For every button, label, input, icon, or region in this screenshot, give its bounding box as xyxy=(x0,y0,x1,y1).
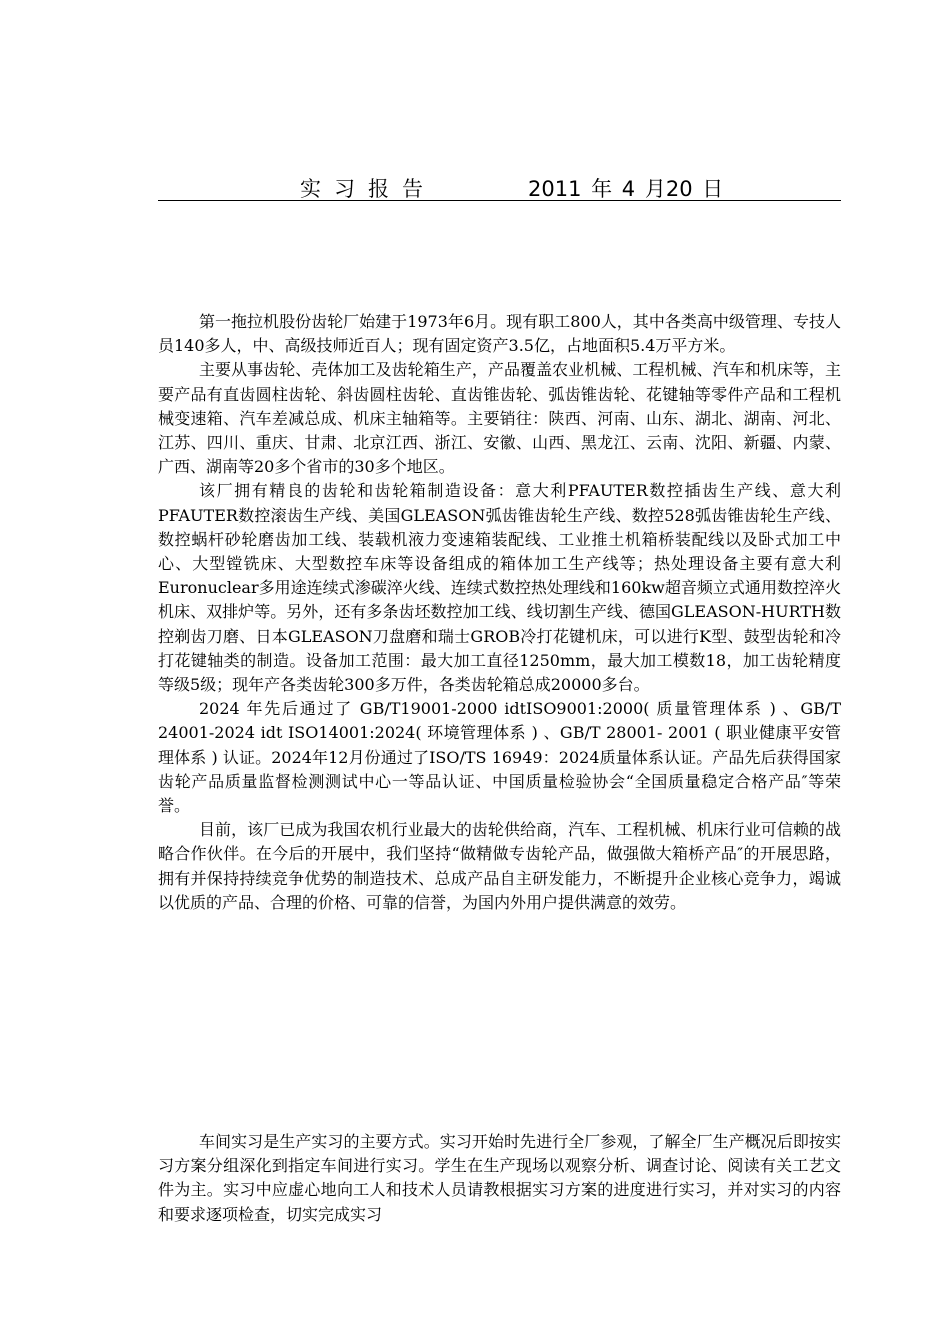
paragraph-certification: 2024 年先后通过了 GB/T19001-2000 idtISO9001:2000( 质量管理体系 ) 、GB/T 24001-2024 idt ISO14001:2024( 环境管理体系 ) 、GB/T 28001- 2001 ( 职业健康平安管理体系 ) 认证。2024年12月份通过了ISO/TS 16949：2024质量体系认证。产品先后获得国家齿轮产品质量监督检测测试中心一等品认证、中国质量检验协会“全国质量稳定合格产品″等荣誉。 xyxy=(158,699,841,816)
paragraph-workshop-practice: 车间实习是生产实习的主要方式。实习开始时先进行全厂参观，了解全厂生产概况后即按实习方案分组深化到指定车间进行实习。学生在生产现场以观察分析、调查讨论、阅读有关工艺文件为主。实习中应虚心地向工人和技术人员请教根据实习方案的进度进行实习，并对实习的内容和要求逐项检查，切实完成实习 xyxy=(158,1132,841,1224)
report-date: 2011 年 4 月20 日 xyxy=(528,177,724,201)
paragraph-equipment: 该厂拥有精良的齿轮和齿轮箱制造设备：意大利PFAUTER数控插齿生产线、意大利PFAUTER数控滚齿生产线、美国GLEASON弧齿锥齿轮生产线、数控528弧齿锥齿轮生产线、数控蜗杆砂轮磨齿加工线、装载机液力变速箱装配线、工业推土机箱桥装配线以及卧式加工中心、大型镗铣床、大型数控车床等设备组成的箱体加工生产线等；热处理设备主要有意大利Euronuclear多用途连续式渗碳淬火线、连续式数控热处理线和160kw超音频立式通用数控淬火机床、双排炉等。另外，还有多条齿坯数控加工线、线切割生产线、德国GLEASON-HURTH数控剃齿刀磨、日本GLEASON刀盘磨和瑞士GROB冷打花键机床，可以进行K型、鼓型齿轮和冷打花键轴类的制造。设备加工范围：最大加工直径1250mm，最大加工模数18，加工齿轮精度等级5级；现年产各类齿轮300多万件，各类齿轮箱总成20000多台。 xyxy=(158,481,841,695)
report-title: 实习报告 xyxy=(300,177,436,201)
paragraph-factory-overview: 第一拖拉机股份齿轮厂始建于1973年6月。现有职工800人，其中各类高中级管理、专技人员140多人，中、高级技师近百人；现有固定资产3.5亿，占地面积5.4万平方米。 xyxy=(158,312,841,356)
paragraph-main-business: 主要从事齿轮、壳体加工及齿轮箱生产，产品覆盖农业机械、工程机械、汽车和机床等，主要产品有直齿圆柱齿轮、斜齿圆柱齿轮、直齿锥齿轮、弧齿锥齿轮、花键轴等零件产品和工程机械变速箱、汽车差减总成、机床主轴箱等。主要销往：陕西、河南、山东、湖北、湖南、河北、江苏、四川、重庆、甘肃、北京江西、浙江、安徽、山西、黑龙江、云南、沈阳、新疆、内蒙、广西、湖南等20多个省市的30多个地区。 xyxy=(158,360,841,477)
paragraph-outlook: 目前，该厂已成为我国农机行业最大的齿轮供给商，汽车、工程机械、机床行业可信赖的战略合作伙伴。在今后的开展中，我们坚持“做精做专齿轮产品，做强做大箱桥产品″的开展思路，拥有并保持持续竞争优势的制造技术、总成产品自主研发能力，不断提升企业核心竞争力，竭诚以优质的产品、合理的价格、可靠的信誉，为国内外用户提供满意的效劳。 xyxy=(158,820,841,912)
report-header xyxy=(158,170,841,201)
factory-introduction-section xyxy=(158,310,841,915)
workshop-practice-section xyxy=(158,1130,841,1227)
